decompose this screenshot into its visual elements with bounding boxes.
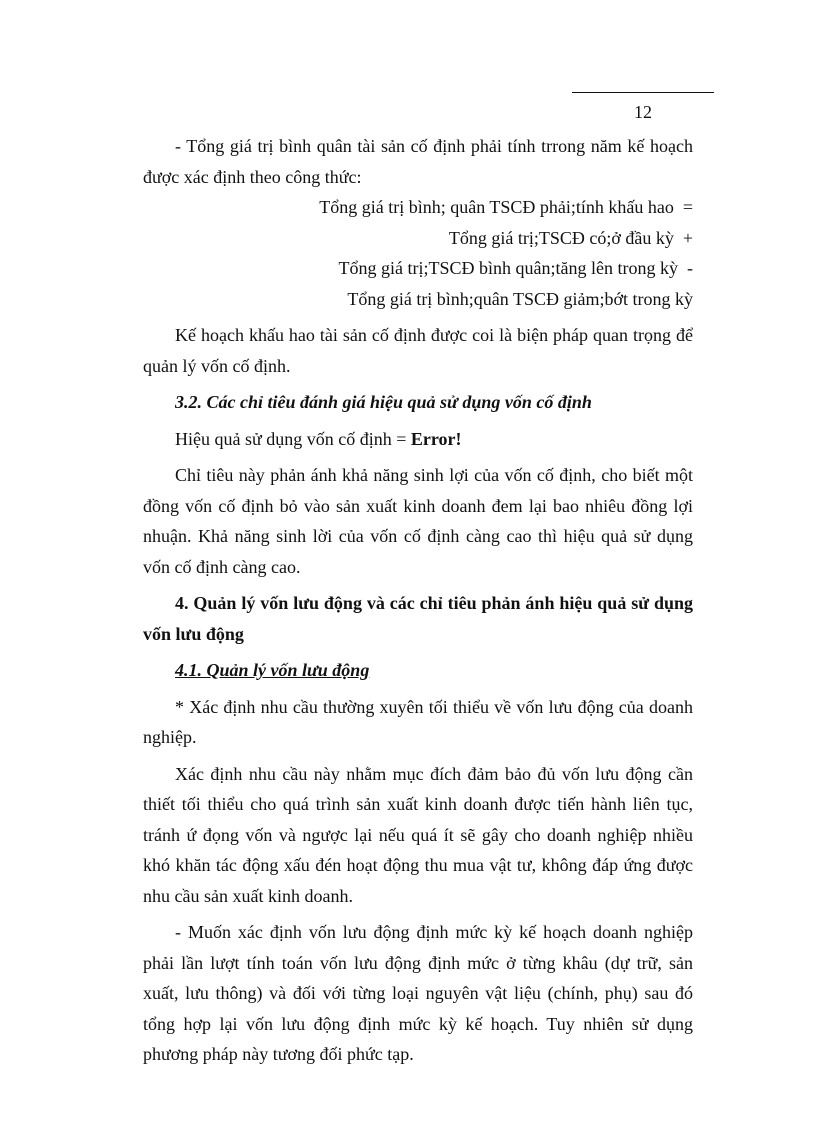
formula-line: Tổng giá trị bình;quân TSCĐ giảm;bớt trong kỳ [347,288,693,309]
formula-block [143,192,693,314]
paragraph-average-value: - Tổng giá trị bình quân tài sản cố định phải tính trrong năm kế hoạch được xác định theo công thức: [143,136,693,187]
paragraph-profitability: Chỉ tiêu này phản ánh khả năng sinh lợi của vốn cố định, cho biết một đồng vốn cố định bỏ vào sản xuất kinh doanh đem lại bao nhiêu đồng lợi nhuận. Khả năng sinh lời của vốn cố định càng cao thì hiệu quả sử dụng vốn cố định càng cao. [143,465,693,577]
page-number: 12 [634,102,652,122]
section-heading-4-1 [143,655,693,686]
formula-line: Tổng giá trị;TSCĐ bình quân;tăng lên trong kỳ - [338,258,693,278]
paragraph-need-purpose: Xác định nhu cầu này nhằm mục đích đảm bảo đủ vốn lưu động cần thiết tối thiểu cho quá trình sản xuất kinh doanh được tiến hành liên tục, tránh ứ đọng vốn và ngược lại nếu quá ít sẽ gây cho doanh nghiệp nhiều khó khăn tác động xấu đén hoạt động thu mua vật tư, không đáp ứng được nhu cầu sản xuất kinh doanh. [143,763,693,906]
efficiency-formula [143,424,693,455]
page-content [143,131,693,1070]
efficiency-error-value: Error! [410,428,462,449]
paragraph-planning-method: - Muốn xác định vốn lưu động định mức kỳ kế hoạch doanh nghiệp phải lần lượt tính toán vốn lưu động định mức ở từng khâu (dự trữ, sản xuất, lưu thông) và đối với từng loại nguyên vật liệu (chính, phụ) sau đó tổng hợp lại vốn lưu động định mức kỳ kế hoạch. Tuy nhiên sử dụng phương pháp này tương đối phức tạp. [143,922,693,1064]
formula-line: Tổng giá trị bình; quân TSCĐ phải;tính khấu hao = [319,197,693,217]
efficiency-label: Hiệu quả sử dụng vốn cố định = [175,428,411,449]
header-rule [572,92,714,93]
formula-line: Tổng giá trị;TSCĐ có;ở đầu kỳ + [448,227,693,248]
section-heading-4-1-text: 4.1. Quản lý vốn lưu động [175,660,370,680]
paragraph-minimum-need: * Xác định nhu cầu thường xuyên tối thiểu về vốn lưu động của doanh nghiệp. [143,696,693,747]
section-heading-4: 4. Quản lý vốn lưu động và các chỉ tiêu phản ánh hiệu quả sử dụng vốn lưu động [143,593,693,644]
paragraph-depreciation-plan: Kế hoạch khấu hao tài sản cố định được coi là biện pháp quan trọng để quản lý vốn cố định. [143,325,693,376]
section-heading-3-2: 3.2. Các chỉ tiêu đánh giá hiệu quả sử dụng vốn cố định [175,392,592,412]
